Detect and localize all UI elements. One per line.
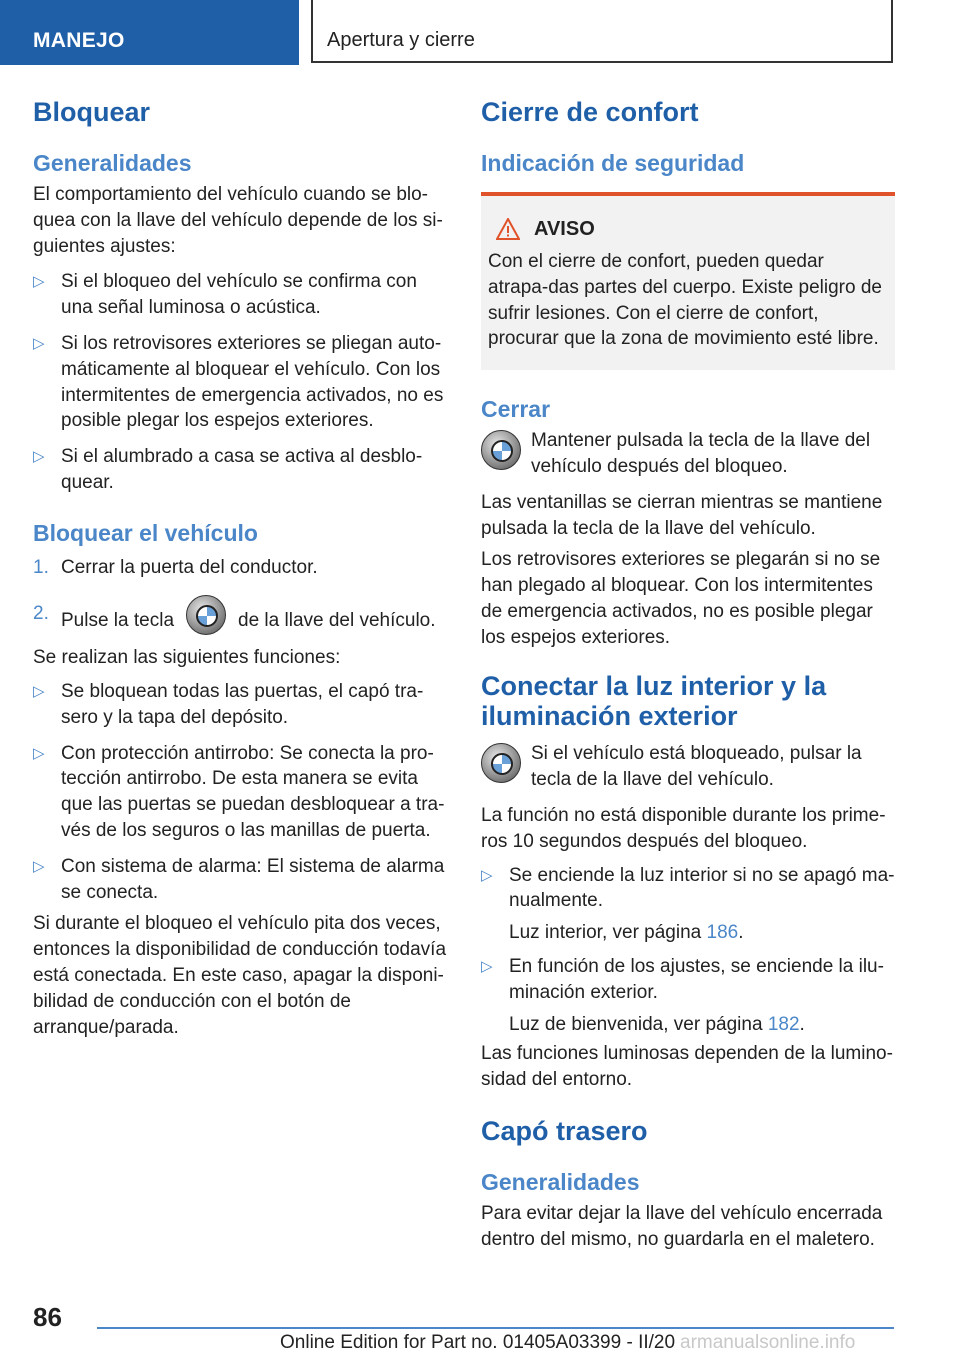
- page-reference: Luz interior, ver página 186.: [509, 922, 744, 944]
- triangle-bullet-icon: ▷: [481, 866, 493, 884]
- list-item: ▷ Con protección antirrobo: Se conecta la pro-tección antirrobo. De esta manera se evita que las puertas se puedan desbloquear a tra-vés de los seguros o las manillas de puerta.: [33, 742, 445, 841]
- list-item: ▷ Si los retrovisores exteriores se pliegan auto-máticamente al bloquear el vehículo. Con los intermitentes de emergencia activados, no es posible plegar los espejos exteriores.: [33, 332, 444, 432]
- close-key-instruction: Mantener pulsada la tecla de la llave del vehículo después del bloqueo.: [481, 428, 895, 482]
- list-item: 1. Cerrar la puerta del conductor.: [33, 557, 318, 579]
- triangle-bullet-icon: ▷: [33, 857, 45, 875]
- list-item: 2. Pulse la tecla de la llave del vehículo.: [33, 601, 447, 641]
- triangle-bullet-icon: ▷: [33, 273, 45, 291]
- page-link-182[interactable]: 182: [767, 1013, 800, 1035]
- warning-text: Con el cierre de confort, pueden quedar atrapa-das partes del cuerpo. Existe peligro de sufrir lesiones. Con el cierre de confort, procurar que la zona de movimiento esté libre.: [488, 250, 882, 350]
- trunk-text: Para evitar dejar la llave del vehículo encerrada dentro del mismo, no guardarla en el maletero.: [481, 1202, 883, 1250]
- header-chapter-box: [311, 0, 893, 63]
- page-link-186[interactable]: 186: [706, 922, 739, 944]
- section-title-capo-trasero: Capó trasero: [481, 1115, 648, 1146]
- functions-intro: Se realizan las siguientes funciones:: [33, 647, 341, 669]
- function-bullet-list: [33, 679, 447, 905]
- right-column: [481, 96, 895, 1253]
- light-bullet-list: [481, 863, 895, 1038]
- header-chapter-label: Apertura y cierre: [327, 29, 475, 51]
- warning-label: AVISO: [534, 217, 595, 240]
- heading-cerrar: Cerrar: [481, 396, 551, 423]
- triangle-bullet-icon: ▷: [481, 958, 493, 975]
- heading-generalidades: Generalidades: [33, 150, 192, 177]
- section-title-cierre-confort: Cierre de confort: [481, 97, 699, 127]
- light-paragraph-2: Las funciones luminosas dependen de la lumino-sidad del entorno.: [481, 1043, 893, 1091]
- general-text: El comportamiento del vehículo cuando se blo-quea con la llave del vehículo depende de los si-guientes ajustes:: [33, 183, 443, 257]
- page-reference: Luz de bienvenida, ver página 182.: [509, 1013, 805, 1035]
- key-lock-button-icon: [481, 430, 521, 470]
- heading-generalidades-capo: Generalidades: [481, 1169, 640, 1196]
- triangle-bullet-icon: ▷: [33, 682, 45, 700]
- light-paragraph-1: La función no está disponible durante los prime-ros 10 segundos después del bloqueo.: [481, 805, 886, 852]
- heading-indicacion-seguridad: Indicación de seguridad: [481, 150, 745, 177]
- warning-header: [488, 218, 887, 241]
- header-section-label: MANEJO: [33, 29, 125, 52]
- list-item: ▷ Con sistema de alarma: El sistema de alarma se conecta.: [33, 855, 445, 903]
- left-column: [33, 96, 447, 1040]
- light-key-instruction: Si el vehículo está bloqueado, pulsar la tecla de la llave del vehículo.: [481, 741, 895, 795]
- section-title-bloquear: Bloquear: [33, 97, 151, 127]
- triangle-bullet-icon: ▷: [33, 448, 45, 466]
- triangle-bullet-icon: ▷: [33, 334, 45, 352]
- footer-edition: Online Edition for Part no. 01405A03399 - II/20: [280, 1332, 676, 1353]
- section-title-luz-interior: Conectar la luz interior y la iluminación exterior: [481, 670, 827, 731]
- list-item: ▷ Si el alumbrado a casa se activa al desblo-quear.: [33, 446, 423, 493]
- warning-box: [481, 192, 895, 370]
- page-number: 86: [33, 1302, 62, 1332]
- list-item: ▷ Se enciende la luz interior si no se apagó ma-nualmente. Luz interior, ver página 186.: [481, 863, 895, 946]
- warning-triangle-icon: [496, 218, 520, 240]
- list-item: ▷ Si el bloqueo del vehículo se confirma con una señal luminosa o acústica.: [33, 271, 417, 319]
- header-section-tab: [0, 0, 299, 65]
- list-item: ▷ En función de los ajustes, se enciende la ilu-minación exterior. Luz de bienvenida, ver página 182.: [481, 954, 895, 1037]
- key-lock-button-icon: [186, 595, 226, 635]
- triangle-bullet-icon: ▷: [33, 744, 45, 762]
- closing-text: Si durante el bloqueo el vehículo pita dos veces, entonces la disponibilidad de conducción todavía está conectada. En este caso, apagar la disponi-bilidad de conducción con el botón de arranque/parada.: [33, 913, 447, 1038]
- key-lock-button-icon: [481, 743, 521, 783]
- close-paragraph-1: Las ventanillas se cierran mientras se mantiene pulsada la tecla de la llave del vehículo.: [481, 491, 883, 539]
- general-bullet-list: [33, 269, 447, 495]
- close-paragraph-2: Los retrovisores exteriores se plegarán si no se han plegado al bloquear. Con los intermitentes de emergencia activados, no es posible plegar los espejos exteriores.: [481, 549, 881, 648]
- footer-rule: [97, 1327, 894, 1329]
- list-item: ▷ Se bloquean todas las puertas, el capó tra-sero y la tapa del depósito.: [33, 680, 424, 728]
- step-list: [33, 555, 447, 641]
- footer-watermark: armanualsonline.info: [680, 1332, 856, 1353]
- heading-bloquear-vehiculo: Bloquear el vehículo: [33, 519, 258, 546]
